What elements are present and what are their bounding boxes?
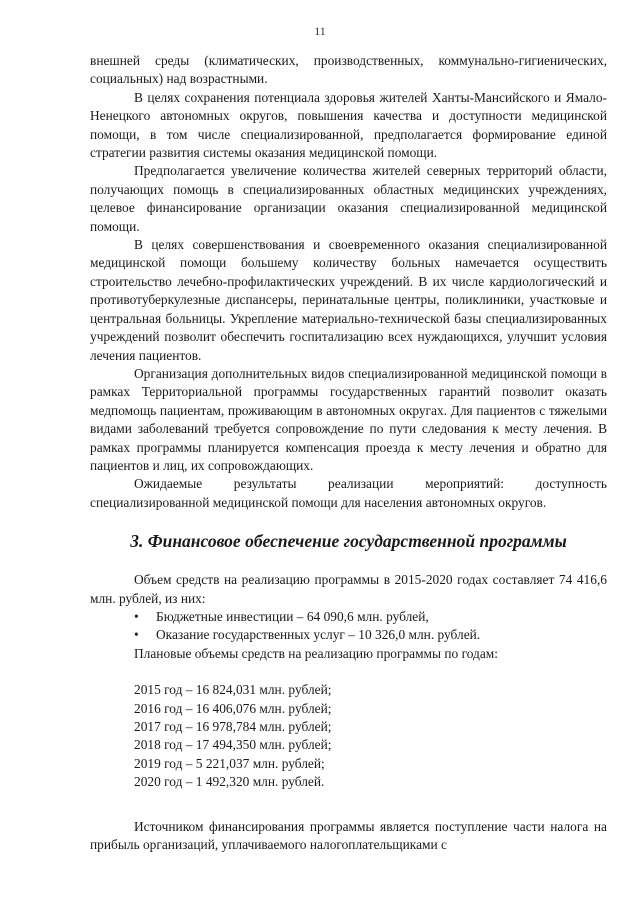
year-line: 2016 год – 16 406,076 млн. рублей; bbox=[134, 700, 332, 716]
year-line: 2019 год – 5 221,037 млн. рублей; bbox=[134, 755, 325, 771]
year-line: 2020 год – 1 492,320 млн. рублей. bbox=[134, 774, 325, 790]
planned-intro: Плановые объемы средств на реализацию программы по годам: bbox=[134, 645, 499, 661]
section-heading: 3. Финансовое обеспечение государственной программы bbox=[130, 531, 567, 552]
funding-intro: Объем средств на реализацию программы в 2015-2020 годах составляет 74 416,6 млн. рублей, из них: bbox=[90, 572, 607, 606]
paragraph: Предполагается увеличение количества жителей северных территорий области, получающих помощь в специализированных областных медицинских учреждениях, целевое финансирование организации оказания специализированной медицинской помощи. bbox=[90, 163, 607, 234]
document-body bbox=[90, 52, 607, 854]
paragraph-continuation: внешней среды (климатических, производственных, коммунально-гигиенических, социальных) над возрастными. bbox=[90, 53, 607, 87]
year-line: 2017 год – 16 978,784 млн. рублей; bbox=[134, 718, 332, 734]
list-item: • Бюджетные инвестиции – 64 090,6 млн. рублей, bbox=[134, 608, 607, 626]
funding-list bbox=[90, 608, 607, 645]
paragraph: Ожидаемые результаты реализации мероприятий: доступность специализированной медицинской помощи для населения автономных округов. bbox=[90, 476, 607, 510]
yearly-funding-list bbox=[134, 681, 607, 791]
paragraph: В целях сохранения потенциала здоровья жителей Ханты-Мансийского и Ямало-Ненецкого автономных округов, повышения качества и доступности медицинской помощи, в том числе специализированной, предполагается формирование единой стратегии развития системы оказания медицинской помощи. bbox=[90, 89, 607, 161]
year-line: 2018 год – 17 494,350 млн. рублей; bbox=[134, 737, 332, 753]
paragraph: Организация дополнительных видов специализированной медицинской помощи в рамках Территориальной программы государственных гарантий позволит оказать медпомощь пациентам, проживающим в автономных округах. Для пациентов с тяжелыми видами заболеваний требуется сопровождение по пути следования к месту лечения. В рамках программы планируется компенсация проезда к месту лечения и обратно для пациентов и лиц, их сопровождающих. bbox=[90, 365, 607, 473]
year-line: 2015 год – 16 824,031 млн. рублей; bbox=[134, 682, 332, 698]
list-item: • Оказание государственных услуг – 10 326,0 млн. рублей. bbox=[134, 626, 607, 644]
page-number: 11 bbox=[314, 24, 326, 38]
final-paragraph: Источником финансирования программы является поступление части налога на прибыль организаций, уплачиваемого налогоплательщиками с bbox=[90, 818, 607, 852]
paragraph: В целях совершенствования и своевременного оказания специализированной медицинской помощи большему количеству больных намечается осуществить строительство лечебно-профилактических учреждений. В их числе кардиологический и противотуберкулезные диспансеры, перинатальные центры, поликлиники, участковые и центральная больницы. Укрепление материально-технической базы специализированных учреждений позволит обеспечить госпитализацию всех нуждающихся, улучшит условия лечения пациентов. bbox=[90, 237, 607, 363]
